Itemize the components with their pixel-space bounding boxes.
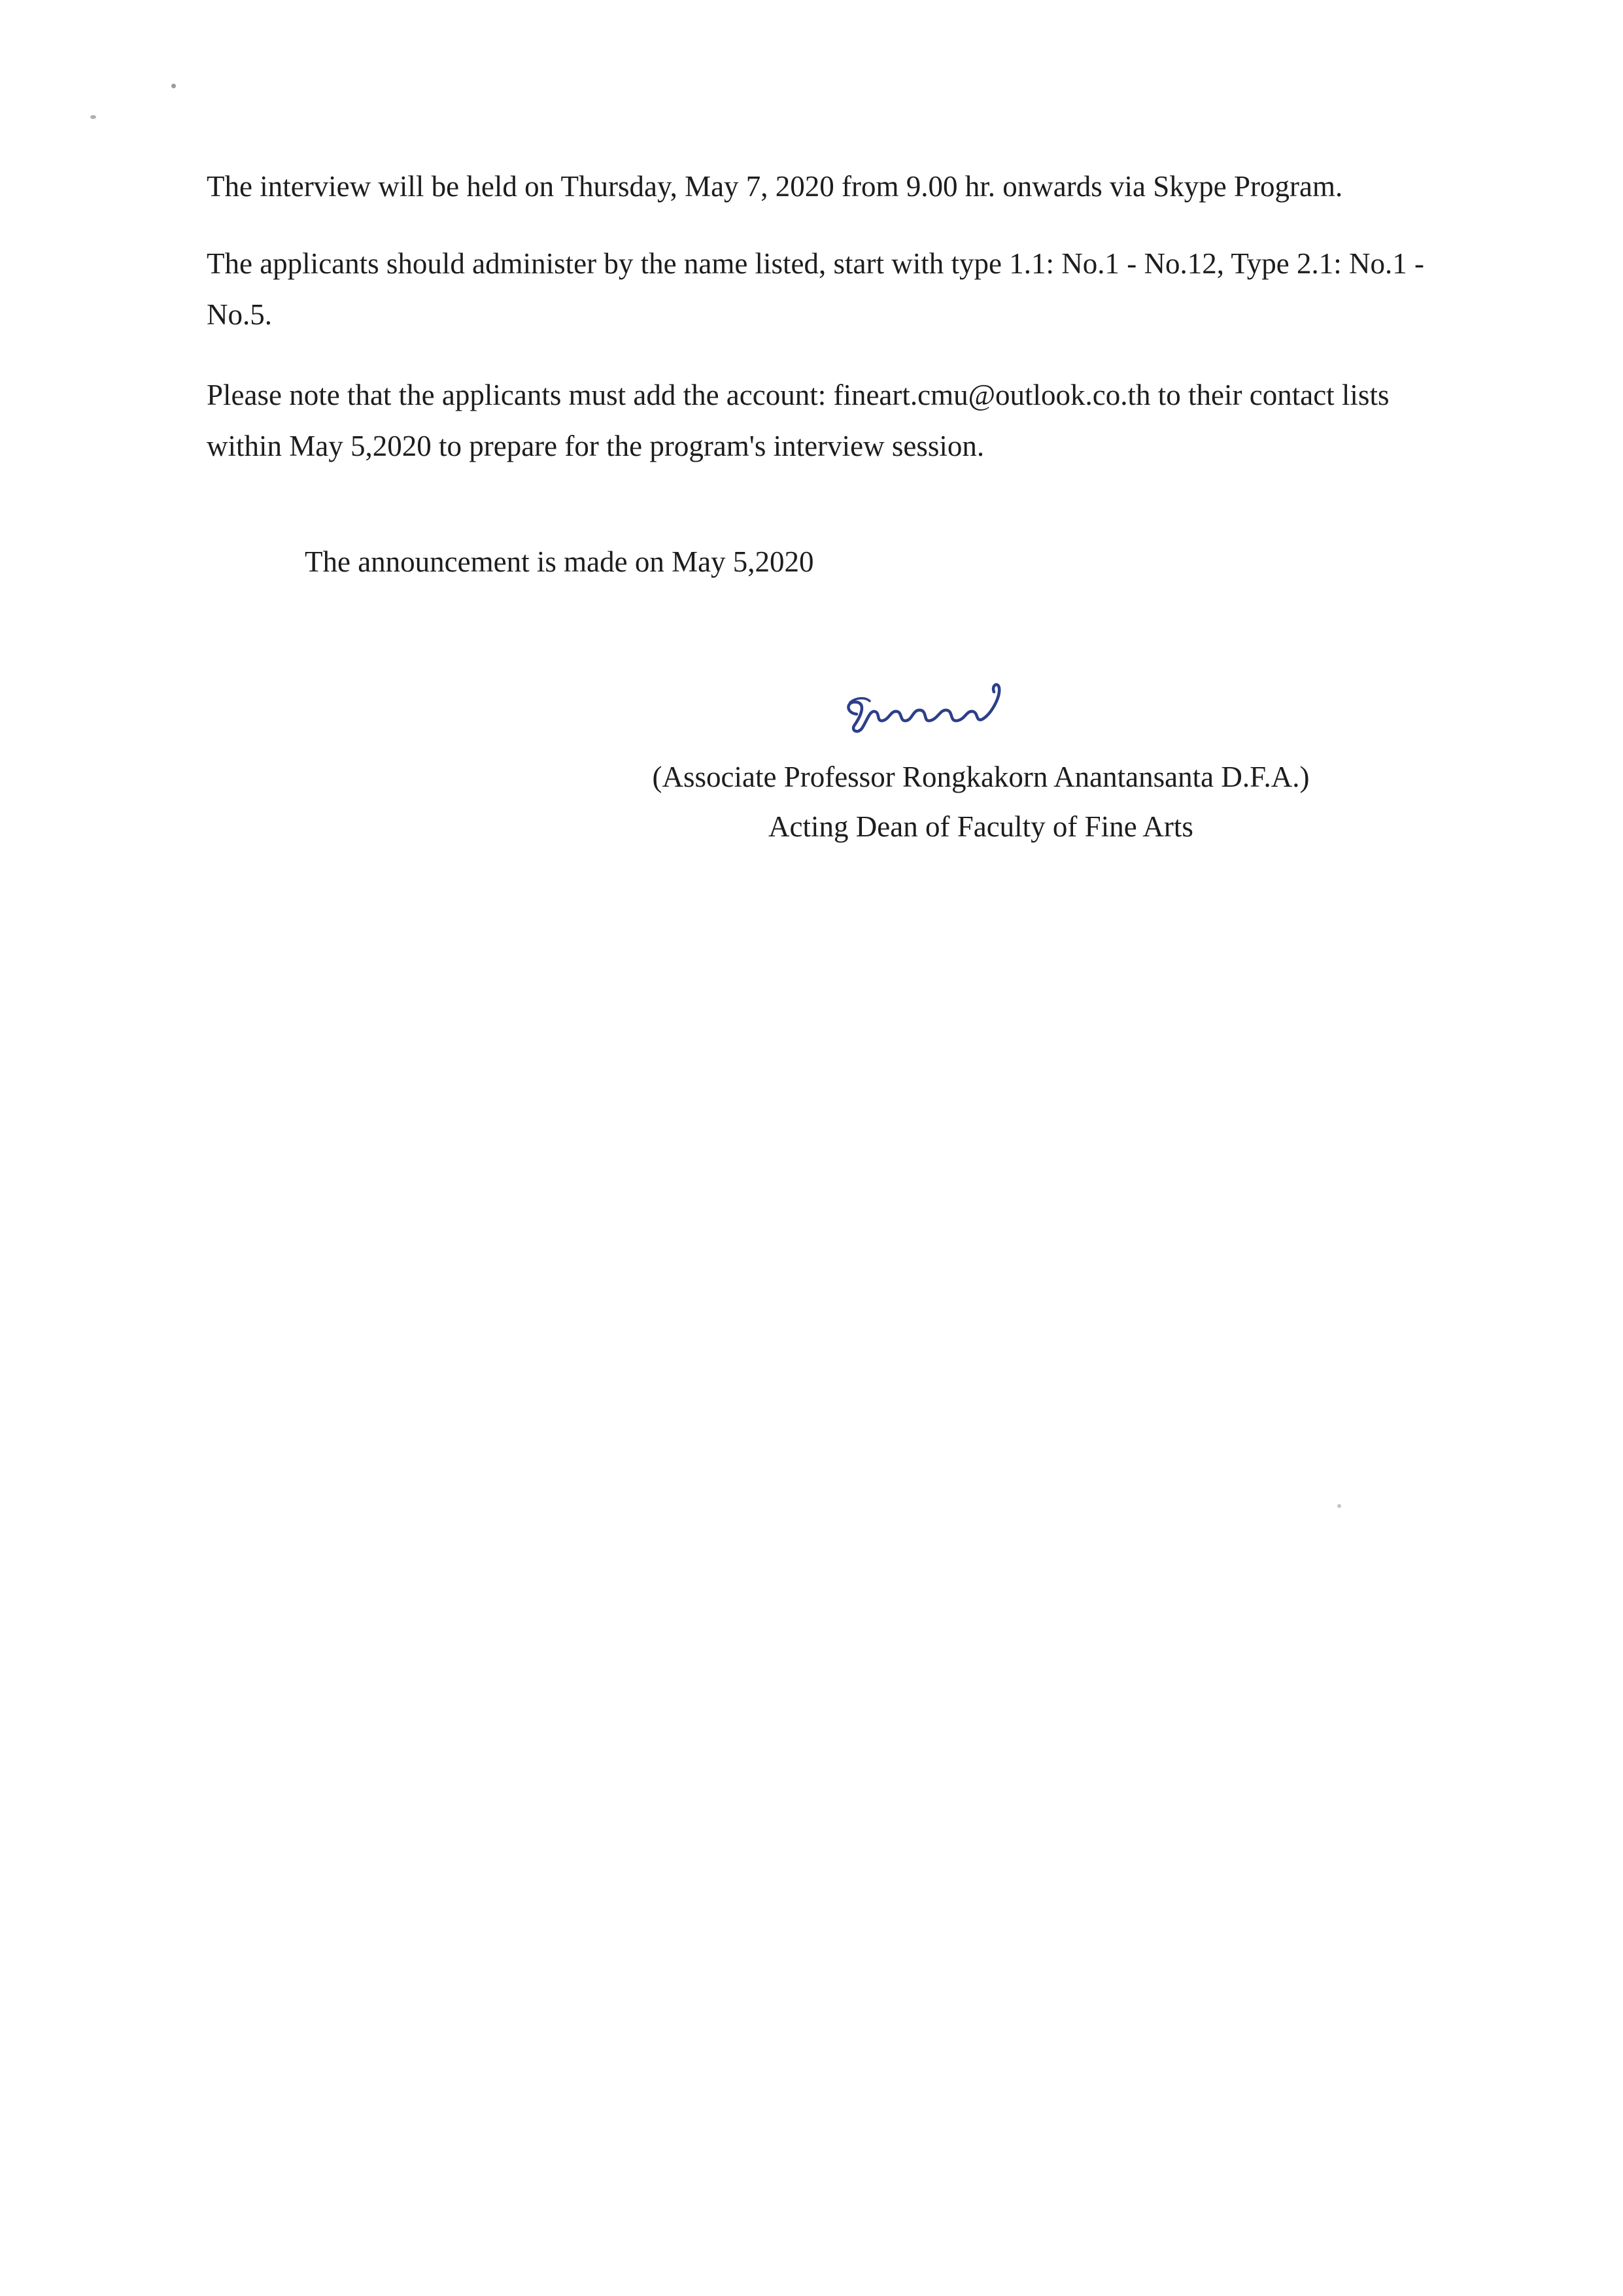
signatory-name: (Associate Professor Rongkakorn Anantansanta D.F.A.) <box>652 761 1310 793</box>
signatory-title: Acting Dean of Faculty of Fine Arts <box>768 810 1193 843</box>
announcement-date: The announcement is made on May 5,2020 <box>305 545 814 578</box>
paragraph-applicant-order: The applicants should administer by the name listed, start with type 1.1: No.1 - No.12, Type 2.1: No.1 - No.5. <box>207 247 1424 331</box>
scan-speck <box>171 84 176 88</box>
scan-speck <box>90 115 96 119</box>
handwritten-signature <box>837 674 1014 745</box>
paragraph-interview-date: The interview will be held on Thursday, May 7, 2020 from 9.00 hr. onwards via Skype Program. <box>207 170 1343 203</box>
scan-speck <box>1337 1504 1341 1508</box>
paragraph-contact-note: Please note that the applicants must add the account: fineart.cmu@outlook.co.th to their contact lists within May 5,2020 to prepare for the program's interview session. <box>207 379 1390 462</box>
